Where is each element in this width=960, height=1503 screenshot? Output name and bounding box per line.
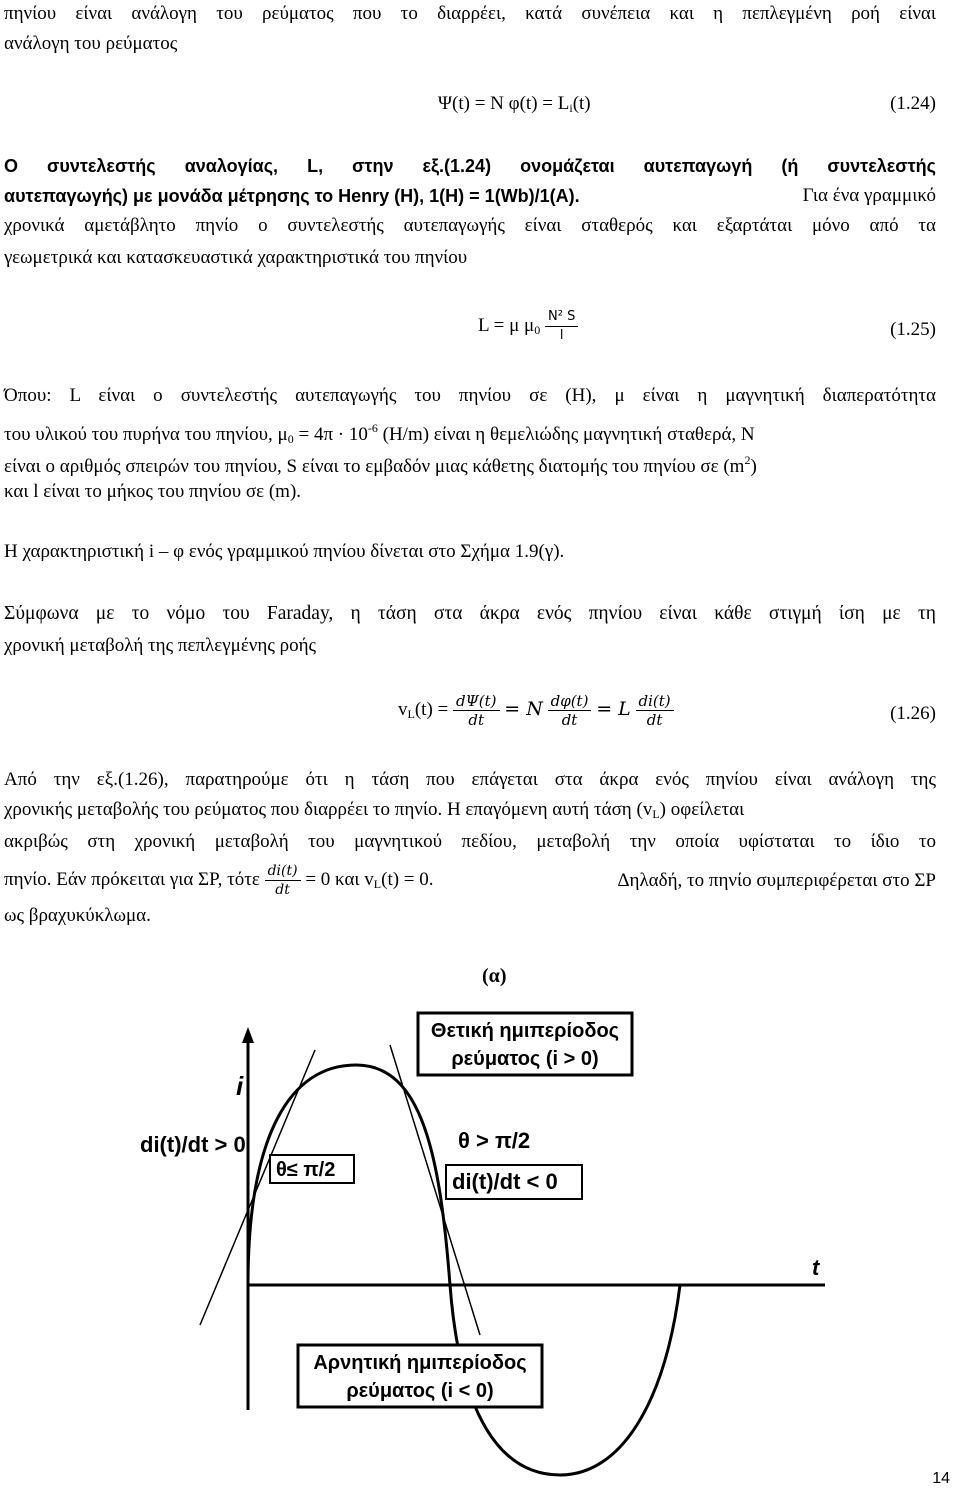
text-line: Από την εξ.(1.26), παρατηρούμε ότι η τάση που επάγεται στα άκρα ενός πηνίου είναι ανάλογη της [4, 769, 936, 790]
x-axis-label: t [812, 1255, 820, 1280]
fraction: $\frac{\text{N² S}}{l}$ [545, 308, 578, 345]
text-line: είναι ο αριθμός σπειρών του πηνίου, S είναι το εμβαδόν μιας κάθετης διατομής του πηνίου σε $(m^2)$ [4, 453, 757, 477]
right-label-derivative: di(t)/dt < 0 [452, 1169, 558, 1194]
fraction: $\frac{di(t)}{dt}$ [265, 862, 301, 899]
fraction: $\frac{d\varphi(t)}{dt}$ [548, 692, 592, 729]
left-label-angle: θ≤ π/2 [276, 1159, 336, 1181]
text-line: και l είναι το μήκος του πηνίου σε (m). [4, 481, 302, 502]
text-line: ανάλογη του ρεύματος [4, 33, 178, 54]
equation-number: (1.24) [890, 93, 936, 114]
equation-number: (1.26) [890, 703, 936, 724]
text-span: Για ένα γραμμικό [802, 185, 936, 206]
right-labels [446, 1128, 582, 1199]
text-line: χρονικής μεταβολής του ρεύματος που διαρρέει το πηνίο. Η επαγόμενη αυτή τάση $(v_L)$ οφείλεται [4, 799, 745, 821]
text-line [4, 184, 936, 208]
text-line: ακριβώς στη χρονική μεταβολή του μαγνητικού πεδίου, μεταβολή την οποία υφίσταται το ίδιο το [4, 831, 936, 852]
text-line: Η χαρακτηριστική i – φ ενός γραμμικού πηνίου δίνεται στο Σχήμα 1.9(γ). [4, 541, 565, 562]
text-line: χρονική μεταβολή της πεπλεγμένης ροής [4, 635, 317, 656]
text-line: Σύμφωνα με το νόμο του Faraday, η τάση στα άκρα ενός πηνίου είναι κάθε στιγμή ίση με τη [4, 603, 936, 624]
text-line: του υλικού του πυρήνα του πηνίου, $\mu_0 = 4\pi \cdot 10^{-6}$ (H/m) είναι η θεμελιώδης μαγνητική σταθερά, N [4, 421, 755, 446]
text-line: πηνίου είναι ανάλογη του ρεύματος που το διαρρέει, κατά συνέπεια και η πεπλεγμένη ροή είναι [4, 3, 936, 24]
text-line: γεωμετρικά και κατασκευαστικά χαρακτηριστικά του πηνίου [4, 247, 468, 268]
negative-halfcycle-box [298, 1345, 542, 1407]
text-line: Ο συντελεστής αναλογίας, L, στην εξ.(1.24) ονομάζεται αυτεπαγωγή (ή συντελεστής [4, 156, 936, 176]
equation-1-26: $v_L(t)$ = $\frac{d\Psi(t)}{dt}$ = N $\frac{d\varphi(t)}{dt}$ = L $\frac{di(t)}{dt}$ [398, 692, 674, 729]
equation-1-25: L = μ $\mu_0$ $\frac{\text{N² S}}{l}$ [478, 308, 578, 345]
right-label-angle: θ > π/2 [458, 1128, 531, 1153]
text-line: ως βραχυκύκλωμα. [4, 905, 151, 926]
equation-1-24: Ψ(t) = N $\varphi(t) = L_i(t)$ [438, 93, 591, 115]
y-axis-arrow [242, 1027, 254, 1043]
positive-box-line2: ρεύματος (i > 0) [451, 1048, 599, 1070]
fraction: $\frac{d\Psi(t)}{dt}$ [453, 692, 500, 729]
text-line: χρονικά αμετάβλητο πηνίο ο συντελεστής αυτεπαγωγής είναι σταθερός και εξαρτάται μόνο από τα [4, 215, 936, 236]
text-line: πηνίο. Εάν πρόκειται για ΣΡ, τότε $\frac{di(t)}{dt}$ = 0 και $v_L(t) = 0$. Δηλαδή, το πηνίο συμπεριφέρεται στο ΣΡ [4, 863, 936, 898]
text-line: Όπου: L είναι ο συντελεστής αυτεπαγωγής του πηνίου σε (H), μ είναι η μαγνητική διαπερατότητα [4, 385, 936, 406]
figure-label: (α) [482, 965, 507, 987]
current-curve [248, 1065, 680, 1475]
fraction: $\frac{di(t)}{dt}$ [636, 692, 674, 729]
bold-text: αυτεπαγωγής) με μονάδα μέτρησης το Henry (H), 1(H) = 1(Wb)/1(A). [4, 186, 580, 206]
left-label-derivative: di(t)/dt > 0 [140, 1132, 246, 1157]
y-axis-label: i [236, 1071, 244, 1101]
positive-box-line1: Θετική ημιπερίοδος [430, 1020, 620, 1042]
equation-number: (1.25) [890, 319, 936, 340]
negative-box-line2: ρεύματος (i < 0) [346, 1380, 494, 1402]
positive-halfcycle-box [418, 1013, 632, 1075]
page-number: 14 [932, 1470, 950, 1487]
sine-current-figure [140, 1005, 820, 1415]
negative-box-line1: Αρνητική ημιπερίοδος [313, 1352, 527, 1374]
